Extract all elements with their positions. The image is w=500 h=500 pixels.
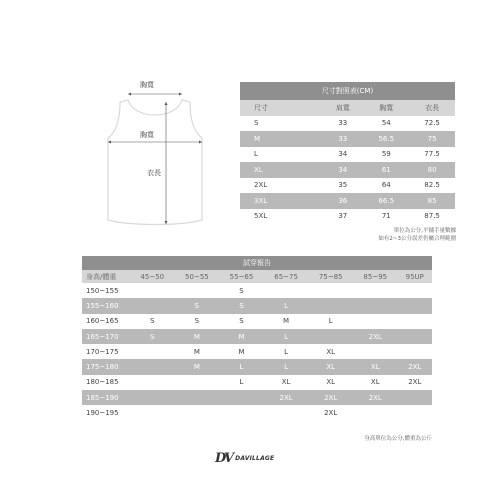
fit-report-cell bbox=[130, 375, 175, 390]
fit-report-cell: M bbox=[175, 359, 220, 374]
fit-report-cell: S bbox=[175, 314, 220, 329]
size-chart-row bbox=[240, 147, 455, 163]
fit-report-cell: 2XL bbox=[308, 405, 353, 420]
fit-report-cell bbox=[219, 405, 264, 420]
fit-report-cell: 2XL bbox=[264, 390, 309, 405]
fit-report-cell bbox=[398, 390, 432, 405]
fit-report-row bbox=[82, 359, 432, 374]
fit-report-cell bbox=[353, 314, 398, 329]
size-chart-cell: L bbox=[240, 147, 322, 163]
fit-report-table bbox=[82, 256, 432, 421]
size-header-chest: 胸寬 bbox=[363, 100, 409, 116]
fit-report-cell: L bbox=[308, 314, 353, 329]
fit-report-cell bbox=[398, 283, 432, 298]
fit-report-cell: XL bbox=[308, 359, 353, 374]
fit-report-cell: M bbox=[264, 314, 309, 329]
fit-report-cell: M bbox=[219, 329, 264, 344]
fit-report-cell: 155~160 bbox=[82, 298, 130, 313]
size-chart-cell: 77.5 bbox=[409, 147, 455, 163]
fit-report-note: 身高單位為公分,體重為公斤 bbox=[364, 436, 432, 442]
fit-report-cell bbox=[308, 329, 353, 344]
tank-top-outline bbox=[90, 80, 220, 240]
fit-report-cell: 2XL bbox=[308, 390, 353, 405]
size-chart-cell: 64 bbox=[363, 178, 409, 194]
size-chart-title: 尺寸對照表(CM) bbox=[240, 82, 455, 100]
brand-logo bbox=[215, 451, 274, 466]
fit-report-cell: XL bbox=[308, 344, 353, 359]
fit-report-row bbox=[82, 314, 432, 329]
fit-report-header-cell: 45~50 bbox=[130, 270, 175, 283]
fit-report-cell bbox=[398, 329, 432, 344]
fit-report-cell: L bbox=[264, 359, 309, 374]
size-chart-cell: 85 bbox=[409, 193, 455, 209]
fit-report-cell bbox=[353, 283, 398, 298]
size-chart-cell: 54 bbox=[363, 116, 409, 132]
fit-report-header-cell: 85~95 bbox=[353, 270, 398, 283]
size-chart-cell: 72.5 bbox=[409, 116, 455, 132]
fit-report-cell: XL bbox=[353, 359, 398, 374]
fit-report-header-cell: 身高/體重 bbox=[82, 270, 130, 283]
size-chart-cell: 33 bbox=[322, 116, 363, 132]
logo-wordmark: DAVILLAGE bbox=[235, 455, 275, 462]
fit-report-cell: M bbox=[219, 344, 264, 359]
fit-report-cell: 175~180 bbox=[82, 359, 130, 374]
fit-report-cell bbox=[175, 390, 220, 405]
size-chart-row bbox=[240, 131, 455, 147]
size-chart-note bbox=[378, 228, 456, 243]
fit-report-cell bbox=[398, 405, 432, 420]
fit-report-header-cell: 55~65 bbox=[219, 270, 264, 283]
size-chart-cell: 66.5 bbox=[363, 193, 409, 209]
size-chart-row bbox=[240, 116, 455, 132]
fit-report-cell bbox=[219, 390, 264, 405]
fit-report-cell bbox=[308, 283, 353, 298]
fit-report-cell bbox=[264, 283, 309, 298]
fit-report-cell: S bbox=[219, 298, 264, 313]
size-chart-cell: 59 bbox=[363, 147, 409, 163]
size-chart-row bbox=[240, 162, 455, 178]
size-chart-cell: 37 bbox=[322, 209, 363, 225]
fit-report-cell: S bbox=[130, 329, 175, 344]
fit-report-cell: 150~155 bbox=[82, 283, 130, 298]
fit-report-cell bbox=[264, 405, 309, 420]
size-chart-row bbox=[240, 178, 455, 194]
fit-report-cell bbox=[308, 298, 353, 313]
fit-report-cell: 2XL bbox=[353, 390, 398, 405]
size-header-shoulder: 肩寬 bbox=[322, 100, 363, 116]
size-chart-cell: 3XL bbox=[240, 193, 322, 209]
fit-report-cell: 2XL bbox=[398, 359, 432, 374]
fit-report-cell: 170~175 bbox=[82, 344, 130, 359]
fit-report-cell: L bbox=[219, 375, 264, 390]
fit-report-cell bbox=[353, 344, 398, 359]
fit-report-body bbox=[82, 270, 432, 421]
fit-report-row bbox=[82, 283, 432, 298]
size-chart-cell: XL bbox=[240, 162, 322, 178]
fit-report-cell: S bbox=[219, 314, 264, 329]
fit-report-cell: XL bbox=[308, 375, 353, 390]
size-chart-cell: 61 bbox=[363, 162, 409, 178]
size-chart-header-row bbox=[240, 100, 455, 116]
size-chart-cell: 33 bbox=[322, 131, 363, 147]
fit-report-header-cell: 50~55 bbox=[175, 270, 220, 283]
size-chart-cell: M bbox=[240, 131, 322, 147]
size-chart-row bbox=[240, 193, 455, 209]
size-chart-cell: S bbox=[240, 116, 322, 132]
size-chart-cell: 34 bbox=[322, 147, 363, 163]
size-chart-cell: 5XL bbox=[240, 209, 322, 225]
fit-report-cell: M bbox=[175, 344, 220, 359]
fit-report-cell: S bbox=[175, 298, 220, 313]
fit-report-cell bbox=[398, 314, 432, 329]
size-chart-body bbox=[240, 116, 455, 225]
tank-top-diagram bbox=[90, 80, 220, 240]
fit-report-row bbox=[82, 298, 432, 313]
fit-report-row bbox=[82, 329, 432, 344]
fit-report-cell: 160~165 bbox=[82, 314, 130, 329]
fit-report-cell bbox=[130, 344, 175, 359]
size-chart-cell: 80 bbox=[409, 162, 455, 178]
fit-report-cell bbox=[175, 283, 220, 298]
fit-report-cell bbox=[175, 405, 220, 420]
fit-report-cell: 190~195 bbox=[82, 405, 130, 420]
fit-report-cell bbox=[130, 298, 175, 313]
fit-report-cell: L bbox=[264, 329, 309, 344]
size-chart-table bbox=[240, 82, 455, 224]
fit-report-row bbox=[82, 344, 432, 359]
fit-report-cell: L bbox=[264, 298, 309, 313]
size-chart-cell: 87.5 bbox=[409, 209, 455, 225]
fit-report-title: 試穿報告 bbox=[82, 256, 432, 270]
fit-report-cell bbox=[130, 359, 175, 374]
fit-report-header-cell: 75~85 bbox=[308, 270, 353, 283]
chest-width-label: 胸寬 bbox=[140, 131, 154, 139]
fit-report-cell bbox=[353, 405, 398, 420]
size-chart-row bbox=[240, 209, 455, 225]
size-chart-cell: 34 bbox=[322, 162, 363, 178]
shoulder-width-label: 胸寬 bbox=[140, 81, 154, 89]
fit-report-cell: S bbox=[130, 314, 175, 329]
logo-mark: DV bbox=[215, 451, 233, 466]
size-chart-cell: 2XL bbox=[240, 178, 322, 194]
size-header-size: 尺寸 bbox=[240, 100, 322, 116]
size-chart-cell: 35 bbox=[322, 178, 363, 194]
size-chart-cell: 75 bbox=[409, 131, 455, 147]
fit-report-cell bbox=[398, 344, 432, 359]
fit-report-cell: XL bbox=[353, 375, 398, 390]
fit-report-header-cell: 95UP bbox=[398, 270, 432, 283]
fit-report-cell: L bbox=[264, 344, 309, 359]
fit-report-cell bbox=[130, 405, 175, 420]
fit-report-row bbox=[82, 405, 432, 420]
fit-report-cell: XL bbox=[264, 375, 309, 390]
fit-report-header-row bbox=[82, 270, 432, 283]
fit-report-cell: L bbox=[219, 359, 264, 374]
fit-report-cell: S bbox=[219, 283, 264, 298]
size-chart-cell: 56.5 bbox=[363, 131, 409, 147]
fit-report-cell: 2XL bbox=[398, 375, 432, 390]
size-chart-cell: 36 bbox=[322, 193, 363, 209]
size-note-line1: 單位為公分,平鋪手量數據 bbox=[393, 228, 456, 234]
fit-report-cell bbox=[130, 390, 175, 405]
fit-report-cell bbox=[175, 375, 220, 390]
fit-report-cell: 2XL bbox=[353, 329, 398, 344]
fit-report-cell: 185~190 bbox=[82, 390, 130, 405]
fit-report-cell bbox=[353, 298, 398, 313]
size-chart-cell: 82.5 bbox=[409, 178, 455, 194]
fit-report-cell: 165~170 bbox=[82, 329, 130, 344]
fit-report-cell bbox=[130, 283, 175, 298]
size-chart-cell: 71 bbox=[363, 209, 409, 225]
fit-report-cell bbox=[398, 298, 432, 313]
size-header-length: 衣長 bbox=[409, 100, 455, 116]
fit-report-cell: M bbox=[175, 329, 220, 344]
fit-report-row bbox=[82, 390, 432, 405]
length-label: 衣長 bbox=[147, 169, 161, 177]
fit-report-row bbox=[82, 375, 432, 390]
fit-report-cell: 180~185 bbox=[82, 375, 130, 390]
fit-report-header-cell: 65~75 bbox=[264, 270, 309, 283]
size-note-line2: 如有2~3公分誤差仍屬合理範圍 bbox=[378, 235, 456, 242]
